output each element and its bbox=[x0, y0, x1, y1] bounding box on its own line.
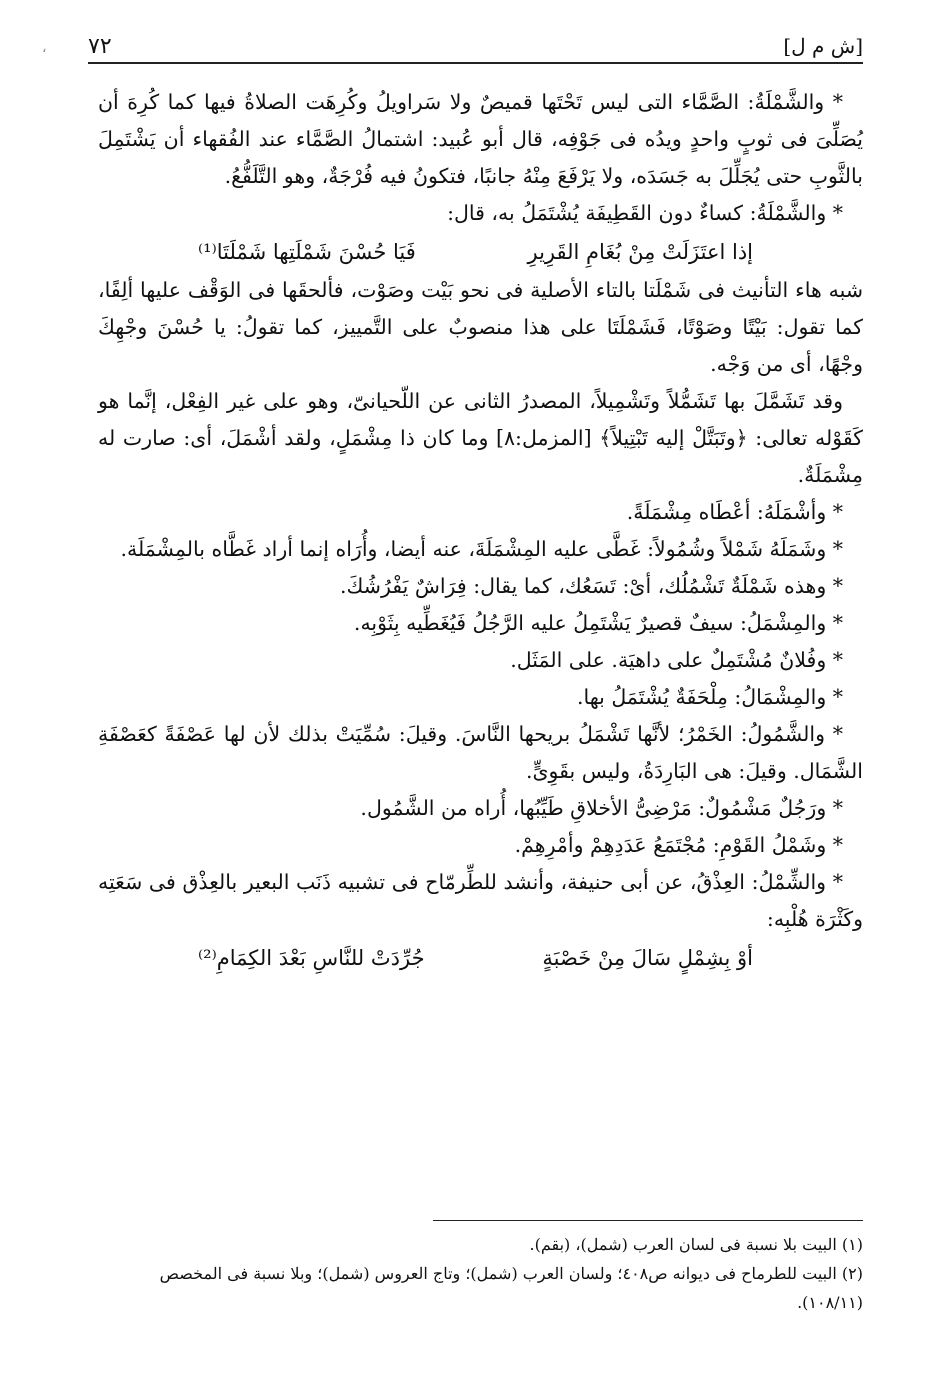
entry-paragraph: * والشَّمْلَةُ: كساءٌ دون القَطِيفَة يُشْتَمَلُ به، قال: bbox=[447, 201, 843, 225]
verse-hemistich-left: فَيَا حُسْنَ شَمْلَتِها شَمْلَتَا⁽¹⁾ bbox=[198, 240, 416, 264]
root-letters: [ش م ل] bbox=[783, 34, 863, 58]
entry-paragraph: * والشَّمُولُ: الخَمْرُ؛ لأنَّها تَشْمَلُ بريحها النَّاسَ. وقيلَ: سُمِّيَتْ بذلك لأن لها عَصْفَةً كعَصْفَةِ الشَّمَال. وقيلَ: هى البَارِدَةُ، وليس بقَوِىٍّ. bbox=[98, 722, 863, 783]
entry-paragraph: * ورَجُلٌ مَشْمُولٌ: مَرْضِىُّ الأخلاقِ طَيِّبُها، أُراه من الشَّمُول. bbox=[360, 796, 843, 820]
page-header bbox=[88, 34, 863, 58]
entry-paragraph: وقد تَشَمَّلَ بها تَشَمُّلاً وتَشْمِيلاً، المصدرُ الثانى عن اللّحيانىّ، وهو على غير الفِعْل، إنَّما هو كَقَوْله تعالى: ﴿وتَبَتَّلْ إليه تَبْتِيلاً﴾ [المزمل:٨] وما كان ذا مِشْمَلٍ، ولقد أشْمَلَ، أى: صارت له مِشْمَلَةٌ. bbox=[98, 389, 864, 487]
margin-mark: ، bbox=[42, 40, 47, 56]
entry-paragraph: * وأشْمَلَهُ: أعْطَاه مِشْمَلَةً. bbox=[626, 500, 843, 524]
entry-paragraph: * وهذه شَمْلَةٌ تَشْمُلُك، أىْ: تَسَعُك، كما يقال: فِرَاشٌ يَفْرُشُكَ. bbox=[339, 574, 843, 598]
verse-line bbox=[198, 232, 753, 272]
entry-paragraph: * والشَّمْلَةُ: الصَّمَّاء التى ليس تَحْتَها قميصٌ ولا سَراويلُ وكُرِهَت الصلاةُ فيها كما كُرِهَ أن يُصَلِّىَ فى ثوبٍ واحدٍ ويدُه فى جَوْفِه، قال أبو عُبيد: اشتمالُ الصَّمَّاء عند الفُقهاء أن يَشْتَمِلَ بالثَّوبِ حتى يُجَلِّلَ به جَسَدَه، ولا يَرْفَعَ مِنْهُ جانبًا، فتكونُ فيه فُرْجَةٌ، وهو التَّلَفُّعُ. bbox=[98, 90, 863, 188]
header-rule bbox=[88, 62, 863, 64]
entry-body bbox=[98, 84, 863, 978]
entry-paragraph: * وشَمْلُ القَوْمِ: مُجْتَمَعُ عَدَدِهِمْ وأمْرِهِمْ. bbox=[514, 833, 843, 857]
verse-hemistich-left: جُرِّدَتْ للنَّاسِ بَعْدَ الكِمَامِ⁽²⁾ bbox=[198, 946, 425, 970]
entry-paragraph: * والمِشْمَلُ: سيفٌ قصيرٌ يَشْتَمِلُ عليه الرَّجُلُ فَيُغَطِّيه بِثَوْبِه. bbox=[353, 611, 843, 635]
verse-hemistich-right: أوْ بِشِمْلٍ سَالَ مِنْ خَصْبَةٍ bbox=[542, 946, 753, 970]
entry-paragraph: * والشِّمْلُ: العِذْقُ، عن أبى حنيفة، وأنشد للطِّرمّاح فى تشبيه ذَنَب البعير بالعِذْق فى سَعَتِه وكَثْرَة هُلْبِه: bbox=[98, 870, 863, 931]
verse-line bbox=[198, 938, 753, 978]
page-number: ٧٢ bbox=[88, 34, 112, 59]
footnote-rule bbox=[433, 1220, 863, 1221]
verse-hemistich-right: إذا اعتَزَلَتْ مِنْ بُغَامِ القَرِيرِ bbox=[527, 240, 753, 264]
footnote: (١) البيت بلا نسبة فى لسان العرب (شمل)، (بقم). bbox=[529, 1235, 863, 1254]
entry-paragraph: * والمِشْمَالُ: مِلْحَفَةٌ يُشْتَمَلُ بها. bbox=[576, 685, 843, 709]
footnotes bbox=[98, 1230, 863, 1317]
entry-paragraph: * وفُلانٌ مُشْتَمِلٌ على داهيَة. على المَثَل. bbox=[510, 648, 843, 672]
entry-paragraph: شبه هاء التأنيث فى شَمْلَتا بالتاء الأصلية فى نحو بَيْت وصَوْت، فألحقَها فى الوَقْف عليها ألِفًا، كما تقول: بَيْتًا وصَوْتًا، فَشَمْلَتَا على هذا منصوبٌ على التَّمييز، كما تقولُ: يا حُسْنَ وجْهِكَ وجْهًا، أى من وَجْه. bbox=[98, 278, 863, 376]
entry-paragraph: * وشَمَلَهُ شَمْلاً وشُمُولاً: غَطَّى عليه المِشْمَلَةَ، عنه أيضا، وأُرَاه إنما أراد غَطَّاه بالمِشْمَلَة. bbox=[120, 537, 843, 561]
footnote: (٢) البيت للطرماح فى ديوانه ص٤٠٨؛ ولسان العرب (شمل)؛ وتاج العروس (شمل)؛ وبلا نسبة فى المخصص (١٠٨/١١). bbox=[159, 1264, 863, 1312]
